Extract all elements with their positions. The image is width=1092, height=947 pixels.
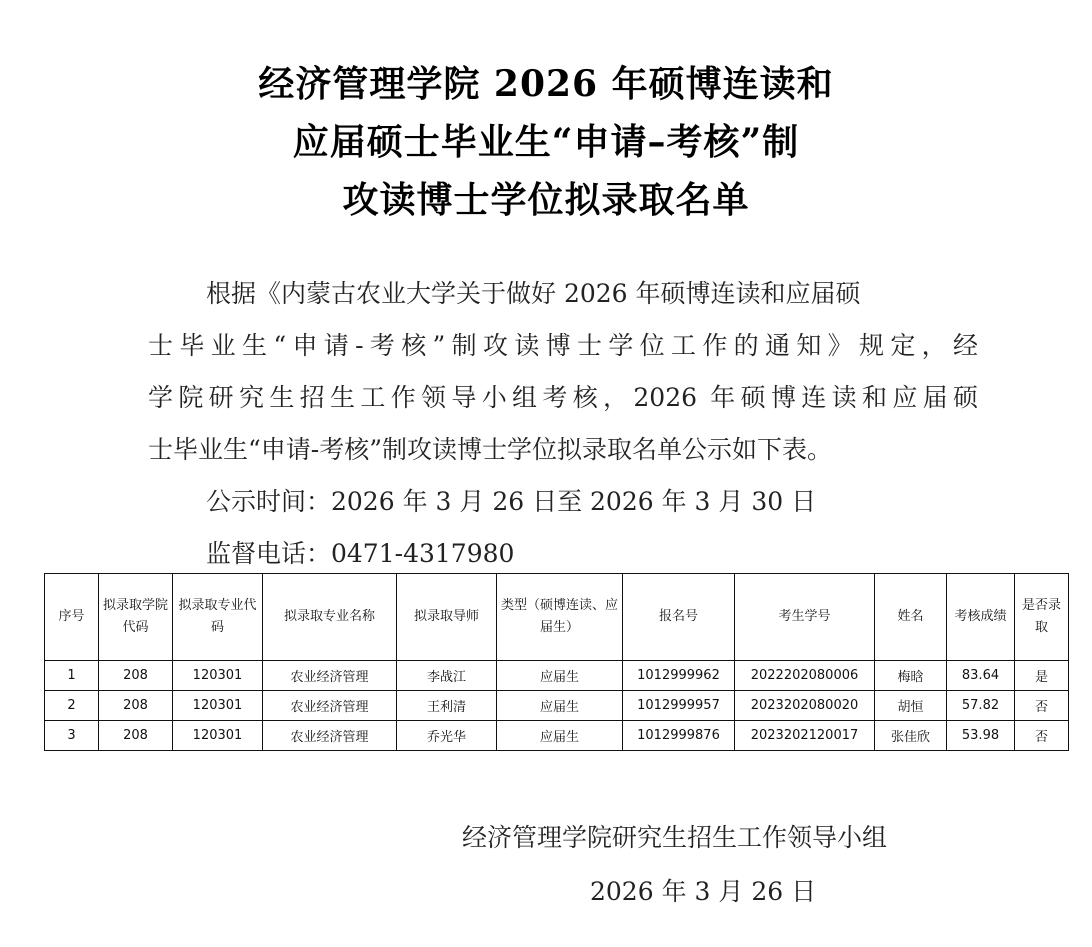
table-cell: 应届生 <box>497 691 623 721</box>
table-cell: 208 <box>99 721 173 751</box>
table-cell: 83.64 <box>947 661 1015 691</box>
intro-line-1: 根据《内蒙古农业大学关于做好 2026 年硕博连读和应届硕 <box>206 279 861 308</box>
supervision-phone: 监督电话：0471-4317980 <box>206 539 515 568</box>
table-row <box>45 661 1069 691</box>
table-header-cell: 拟录取导师 <box>397 574 497 661</box>
table-cell: 王利清 <box>397 691 497 721</box>
table-cell: 208 <box>99 691 173 721</box>
table-cell: 120301 <box>173 691 263 721</box>
table-body <box>45 661 1069 751</box>
table-cell: 应届生 <box>497 661 623 691</box>
table-header-cell: 拟录取专业代码 <box>173 574 263 661</box>
intro-line-4: 士毕业生“申请-考核”制攻读博士学位拟录取名单公示如下表。 <box>148 435 833 464</box>
table-cell: 1012999962 <box>623 661 735 691</box>
table-row <box>45 691 1069 721</box>
table-cell: 应届生 <box>497 721 623 751</box>
table-cell: 农业经济管理 <box>263 721 397 751</box>
table-header-cell: 类型（硕博连读、应届生） <box>497 574 623 661</box>
title-line-2: 应届硕士毕业生“申请–考核”制 <box>292 121 800 163</box>
table-cell: 是 <box>1015 661 1069 691</box>
table-cell: 张佳欣 <box>875 721 947 751</box>
title-line-3: 攻读博士学位拟录取名单 <box>342 179 750 221</box>
table-cell: 57.82 <box>947 691 1015 721</box>
table-cell: 2023202120017 <box>735 721 875 751</box>
table-header-cell: 考生学号 <box>735 574 875 661</box>
table-cell: 胡恒 <box>875 691 947 721</box>
table-header-cell: 报名号 <box>623 574 735 661</box>
table-cell: 1012999957 <box>623 691 735 721</box>
table-cell: 否 <box>1015 691 1069 721</box>
table-cell: 120301 <box>173 721 263 751</box>
table-header-cell: 序号 <box>45 574 99 661</box>
table-row <box>45 721 1069 751</box>
table-cell: 否 <box>1015 721 1069 751</box>
table-cell: 乔光华 <box>397 721 497 751</box>
table-cell: 208 <box>99 661 173 691</box>
signing-date: 2026 年 3 月 26 日 <box>590 877 817 906</box>
publicity-period: 公示时间：2026 年 3 月 26 日至 2026 年 3 月 30 日 <box>206 487 817 516</box>
table-cell: 李战江 <box>397 661 497 691</box>
intro-line-3: 学院研究生招生工作领导小组考核，2026 年硕博连读和应届硕 <box>148 383 978 412</box>
title-line-1: 经济管理学院 2026 年硕博连读和 <box>258 63 834 105</box>
table-header-cell: 姓名 <box>875 574 947 661</box>
table-header-cell: 考核成绩 <box>947 574 1015 661</box>
intro-line-2: 士毕业生“申请-考核”制攻读博士学位工作的通知》规定，经 <box>148 331 978 360</box>
intro-paragraph <box>148 268 978 476</box>
table-cell: 1012999876 <box>623 721 735 751</box>
admission-table <box>44 573 1069 751</box>
table-header-cell: 拟录取专业名称 <box>263 574 397 661</box>
table-header-row <box>45 574 1069 661</box>
table-cell: 2 <box>45 691 99 721</box>
table-header-cell: 拟录取学院代码 <box>99 574 173 661</box>
table-cell: 2022202080006 <box>735 661 875 691</box>
signing-organization: 经济管理学院研究生招生工作领导小组 <box>462 823 888 852</box>
table-cell: 农业经济管理 <box>263 661 397 691</box>
document-title <box>0 55 1092 229</box>
table-cell: 农业经济管理 <box>263 691 397 721</box>
table-cell: 120301 <box>173 661 263 691</box>
table-cell: 梅晗 <box>875 661 947 691</box>
table-cell: 53.98 <box>947 721 1015 751</box>
table-header-cell: 是否录取 <box>1015 574 1069 661</box>
table-cell: 2023202080020 <box>735 691 875 721</box>
table-cell: 3 <box>45 721 99 751</box>
table-cell: 1 <box>45 661 99 691</box>
